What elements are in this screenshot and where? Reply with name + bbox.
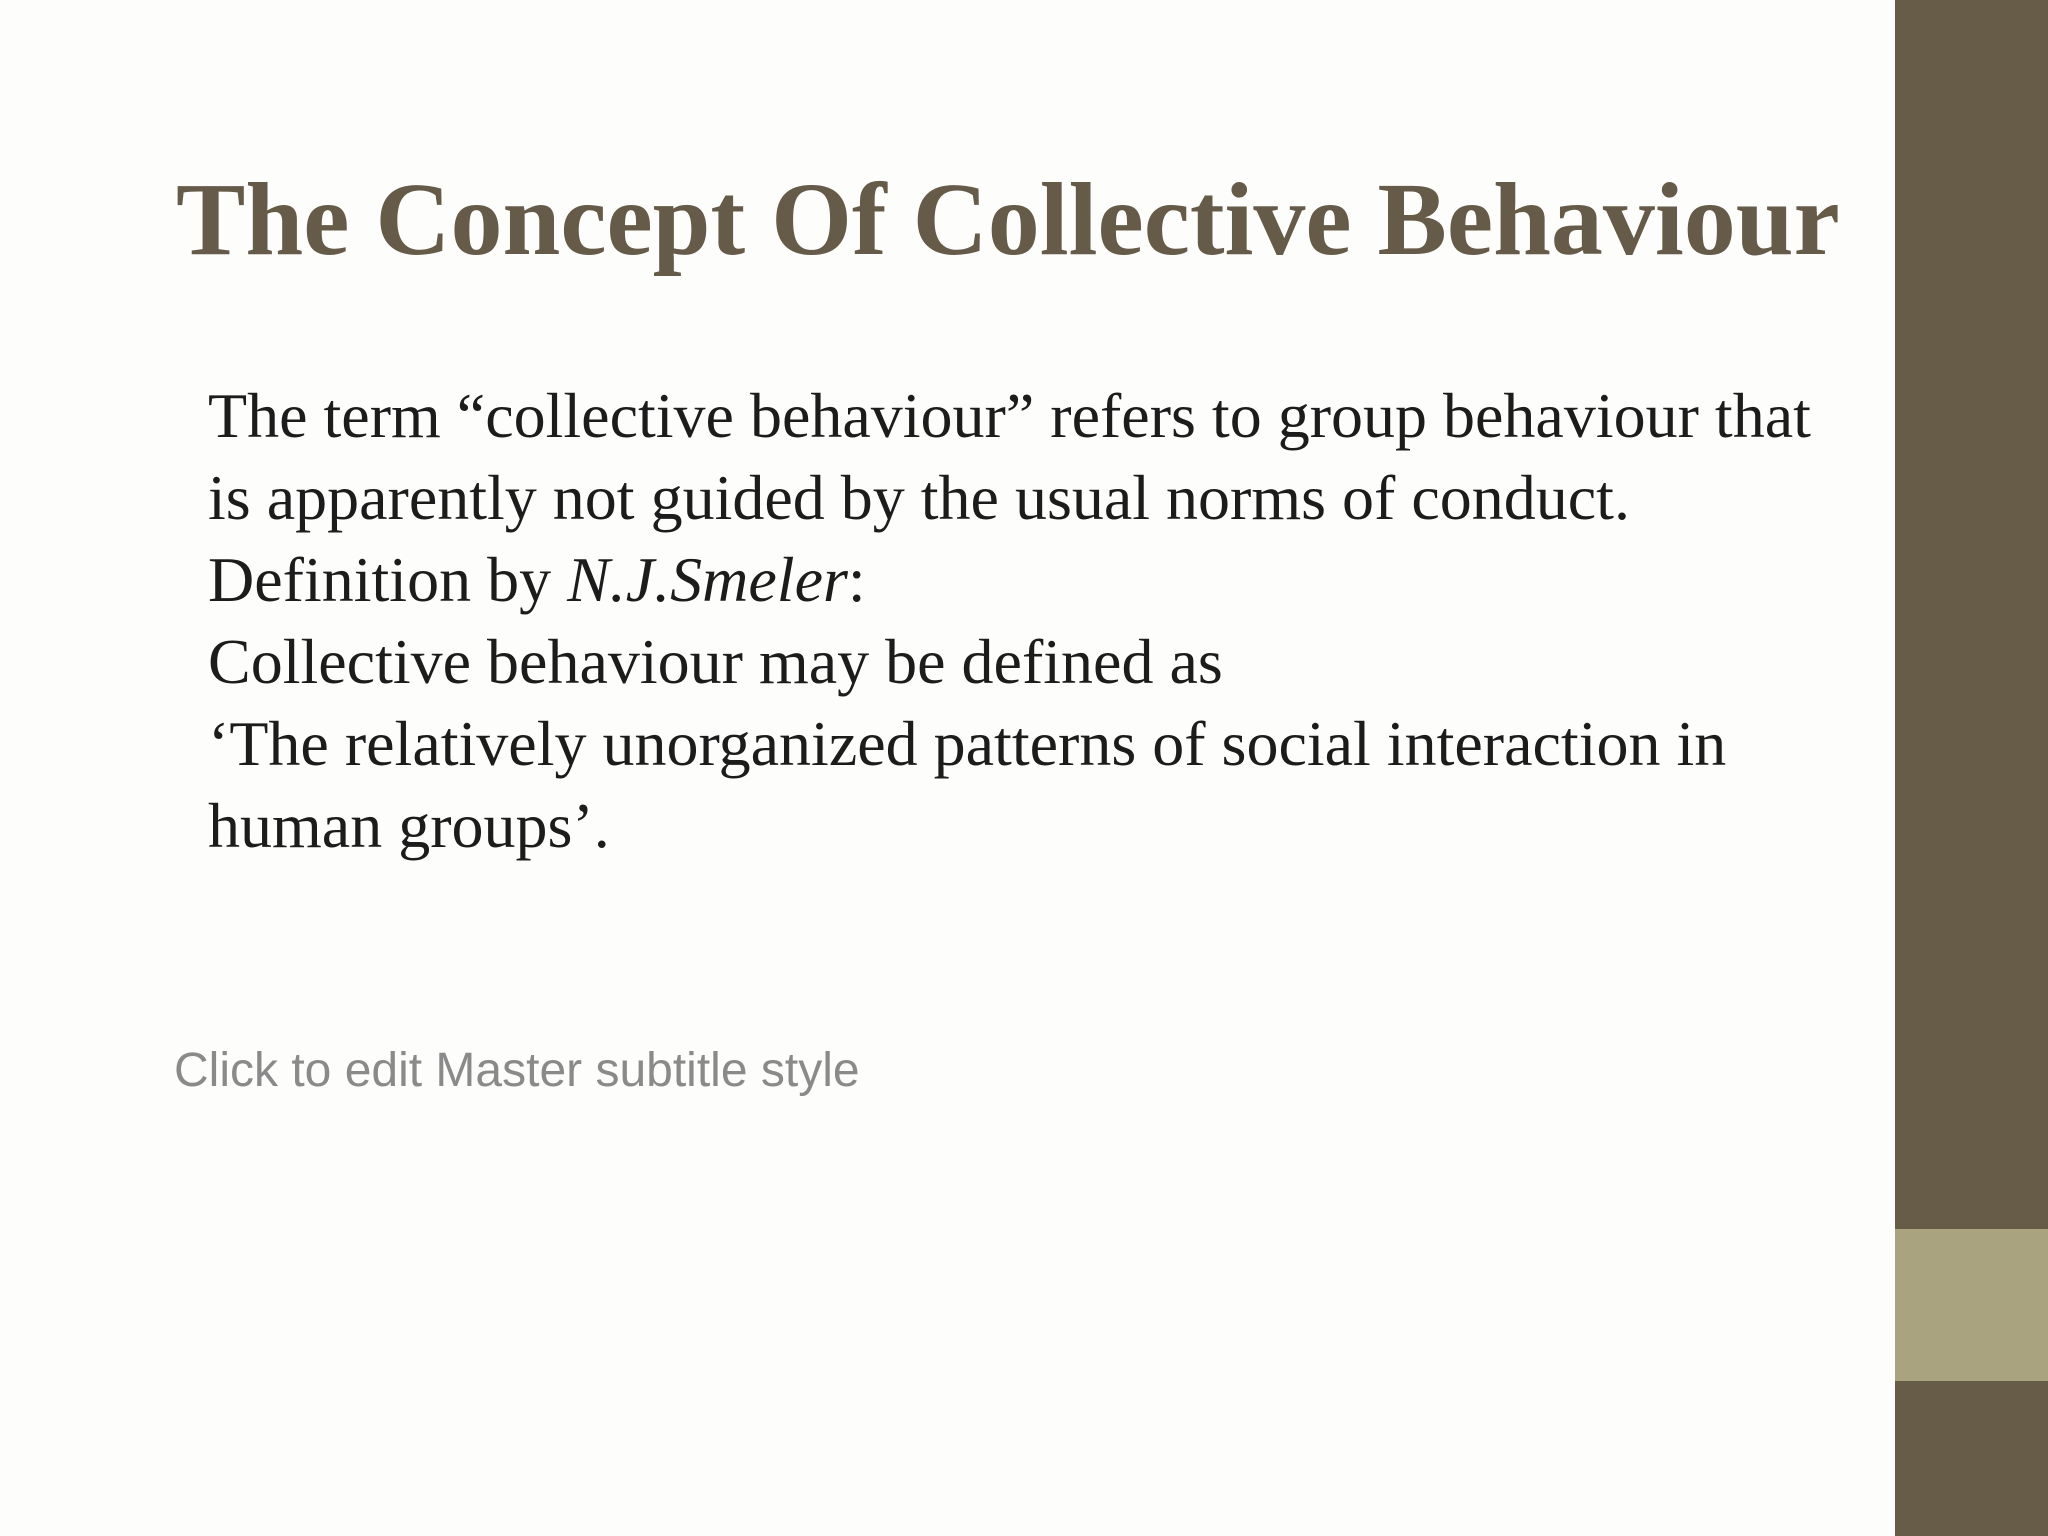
body-text-box[interactable] <box>208 375 1848 867</box>
definition-suffix: : <box>847 544 866 615</box>
definition-author: N.J.Smeler <box>567 544 848 615</box>
subtitle-placeholder[interactable]: Click to edit Master subtitle style <box>174 1044 860 1097</box>
quote-paragraph: ‘The relatively unorganized patterns of social interaction in human groups’. <box>208 708 1727 861</box>
term-paragraph: The term “collective behaviour” refers to group behaviour that is apparently not guided by the usual norms of conduct. <box>208 380 1811 533</box>
collective-behaviour-line: Collective behaviour may be defined as <box>208 626 1223 697</box>
definition-prefix: Definition by <box>208 544 568 615</box>
slide-title[interactable]: The Concept Of Collective Behaviour <box>176 162 1840 277</box>
right-accent-band <box>1895 1229 2048 1381</box>
definition-line <box>208 539 1848 621</box>
